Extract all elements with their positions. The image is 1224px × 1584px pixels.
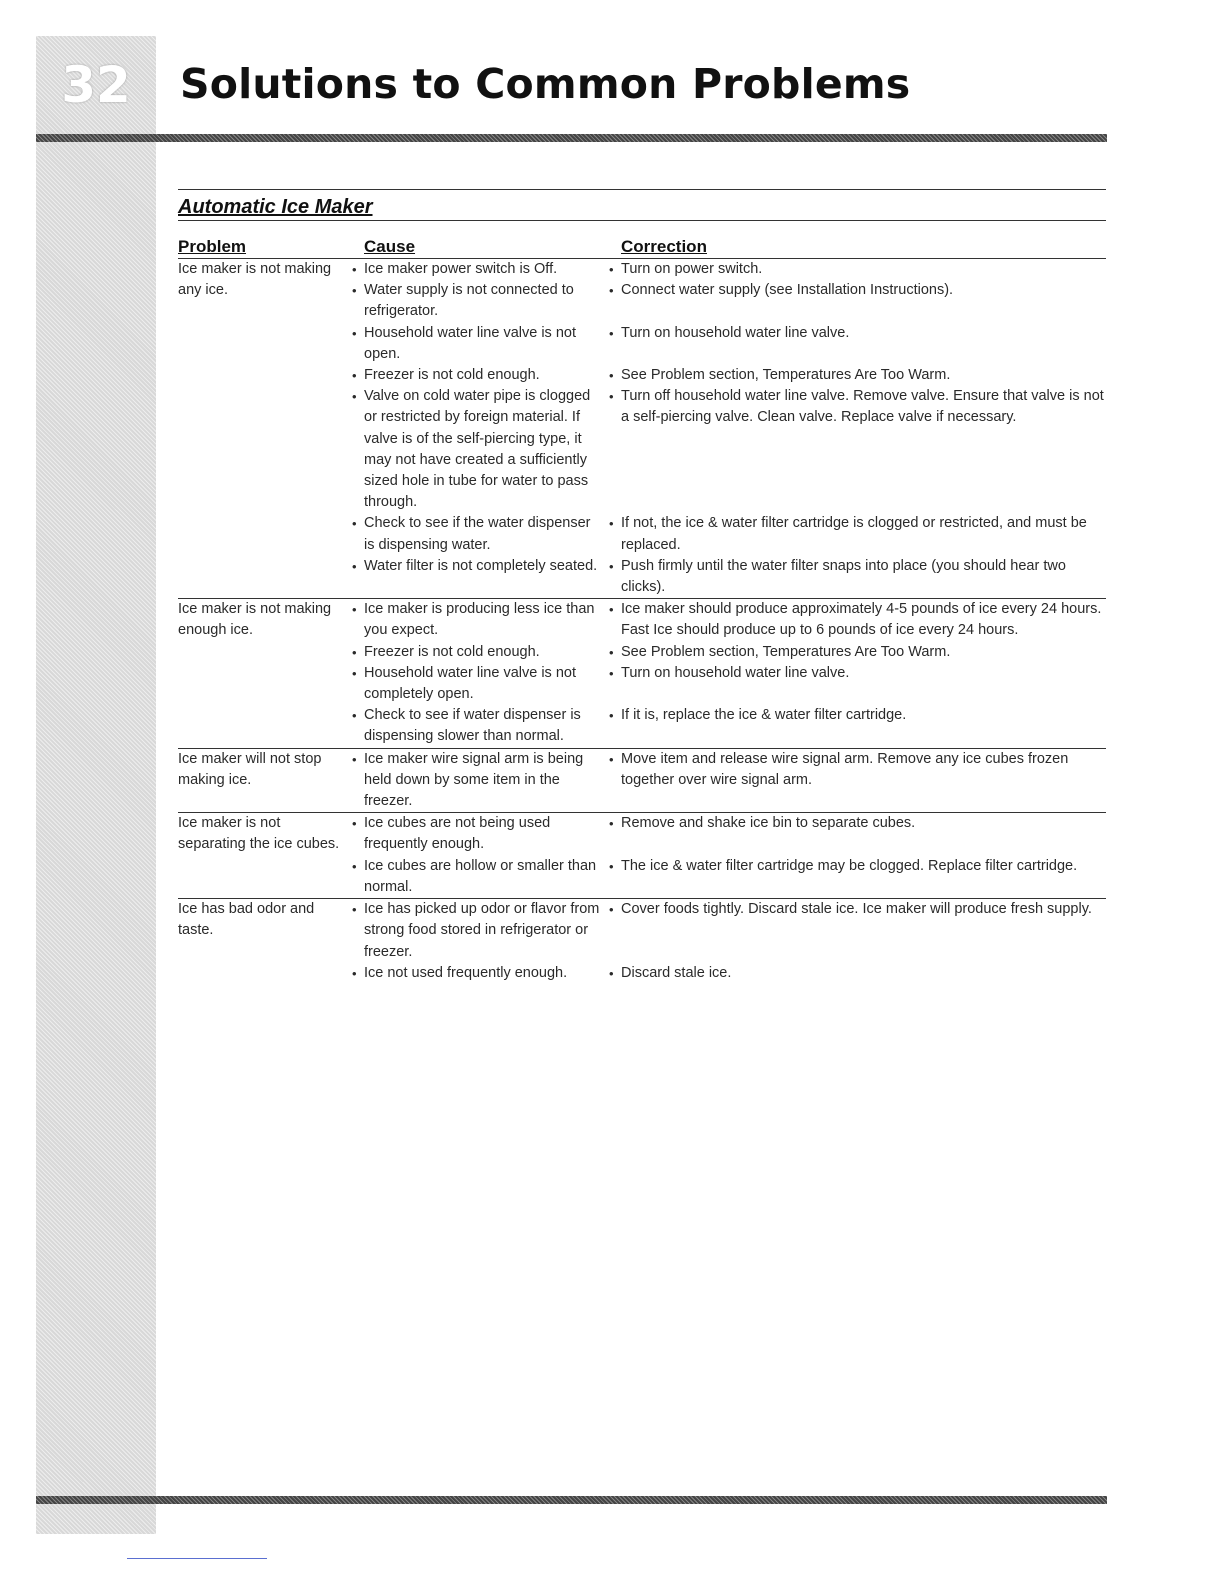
cause-correction-pair — [351, 556, 1106, 598]
cause-correction-list — [351, 813, 1106, 898]
cause-correction-pair — [351, 365, 1106, 386]
cause-item: • Check to see if water dispenser is dispensing slower than normal. — [351, 705, 608, 747]
correction-item: • Remove and shake ice bin to separate cubes. — [608, 813, 1106, 855]
header-correction: Correction — [621, 237, 707, 256]
correction-item: • Push firmly until the water filter snaps into place (you should hear two clicks). — [608, 556, 1106, 598]
page-number: 32 — [61, 56, 131, 114]
cause-correction-pair — [351, 513, 1106, 555]
header-problem: Problem — [178, 237, 247, 256]
cause-correction-pair — [351, 599, 1106, 641]
correction-item: • Ice maker should produce approximately 4-5 pounds of ice every 24 hours. Fast Ice should produce up to 6 pounds of ice every 24 hours. — [608, 599, 1106, 641]
table-row — [178, 599, 1106, 748]
cause-correction-pair — [351, 642, 1106, 663]
cause-item: • Household water line valve is not completely open. — [351, 663, 608, 705]
cause-correction-pair — [351, 705, 1106, 747]
cause-item: • Ice maker is producing less ice than you expect. — [351, 599, 608, 641]
correction-item: • Discard stale ice. — [608, 963, 1106, 984]
cause-item: • Ice cubes are hollow or smaller than normal. — [351, 856, 608, 898]
table-row — [178, 749, 1106, 814]
correction-item: • Turn on power switch. — [608, 259, 1106, 280]
troubleshooting-table — [178, 236, 1106, 984]
cause-correction-pair — [351, 663, 1106, 705]
correction-item: • Turn off household water line valve. Remove valve. Ensure that valve is not a self-piercing valve. Clean valve. Replace valve if necessary. — [608, 386, 1106, 513]
cause-correction-pair — [351, 749, 1106, 813]
cause-correction-list — [351, 899, 1106, 984]
cause-correction-pair — [351, 259, 1106, 280]
sidebar-band — [36, 36, 156, 1534]
correction-item: • Turn on household water line valve. — [608, 663, 1106, 705]
cause-item: • Ice maker power switch is Off. — [351, 259, 608, 280]
cause-correction-list — [351, 259, 1106, 598]
cause-item: • Check to see if the water dispenser is dispensing water. — [351, 513, 608, 555]
cause-item: • Ice has picked up odor or flavor from strong food stored in refrigerator or freezer. — [351, 899, 608, 963]
cause-correction-pair — [351, 963, 1106, 984]
cause-correction-pair — [351, 280, 1106, 322]
correction-item: • Cover foods tightly. Discard stale ice. Ice maker will produce fresh supply. — [608, 899, 1106, 963]
correction-item: • If it is, replace the ice & water filter cartridge. — [608, 705, 1106, 747]
cause-correction-pair — [351, 386, 1106, 513]
table-row — [178, 899, 1106, 984]
cause-item: • Ice maker wire signal arm is being held down by some item in the freezer. — [351, 749, 608, 813]
cause-item: • Valve on cold water pipe is clogged or restricted by foreign material. If valve is of the self-piercing type, it may not have created a sufficiently sized hole in tube for water to pass through. — [351, 386, 608, 513]
correction-item: • See Problem section, Temperatures Are Too Warm. — [608, 365, 1106, 386]
problem-cell: Ice maker is not making enough ice. — [178, 601, 332, 639]
correction-item: • See Problem section, Temperatures Are Too Warm. — [608, 642, 1106, 663]
section-top-line — [178, 189, 1106, 190]
footer-link-line — [127, 1558, 267, 1559]
page-title: Solutions to Common Problems — [180, 60, 911, 108]
cause-item: • Freezer is not cold enough. — [351, 365, 608, 386]
cause-correction-pair — [351, 323, 1106, 365]
correction-item: • If not, the ice & water filter cartridge is clogged or restricted, and must be replaced. — [608, 513, 1106, 555]
problem-cell: Ice maker will not stop making ice. — [178, 750, 322, 788]
footer-rule — [36, 1496, 1107, 1504]
cause-correction-pair — [351, 813, 1106, 855]
cause-correction-list — [351, 749, 1106, 813]
correction-item: • Connect water supply (see Installation Instructions). — [608, 280, 1106, 322]
header-rule — [36, 134, 1107, 142]
cause-correction-pair — [351, 899, 1106, 963]
cause-item: • Water filter is not completely seated. — [351, 556, 608, 598]
problem-cell: Ice has bad odor and taste. — [178, 901, 315, 939]
section-heading: Automatic Ice Maker — [178, 196, 1106, 221]
cause-item: • Ice cubes are not being used frequently enough. — [351, 813, 608, 855]
correction-item: • Move item and release wire signal arm. Remove any ice cubes frozen together over wire signal arm. — [608, 749, 1106, 813]
table-row — [178, 813, 1106, 899]
cause-item: • Household water line valve is not open. — [351, 323, 608, 365]
cause-item: • Freezer is not cold enough. — [351, 642, 608, 663]
correction-item: • The ice & water filter cartridge may be clogged. Replace filter cartridge. — [608, 856, 1106, 898]
cause-item: • Ice not used frequently enough. — [351, 963, 608, 984]
correction-item: • Turn on household water line valve. — [608, 323, 1106, 365]
table-row — [178, 259, 1106, 599]
problem-cell: Ice maker is not making any ice. — [178, 261, 332, 299]
cause-item: • Water supply is not connected to refrigerator. — [351, 280, 608, 322]
header-cause: Cause — [364, 237, 416, 256]
cause-correction-pair — [351, 856, 1106, 898]
problem-cell: Ice maker is not separating the ice cubes. — [178, 815, 340, 853]
cause-correction-list — [351, 599, 1106, 747]
table-header-row — [178, 236, 1106, 259]
